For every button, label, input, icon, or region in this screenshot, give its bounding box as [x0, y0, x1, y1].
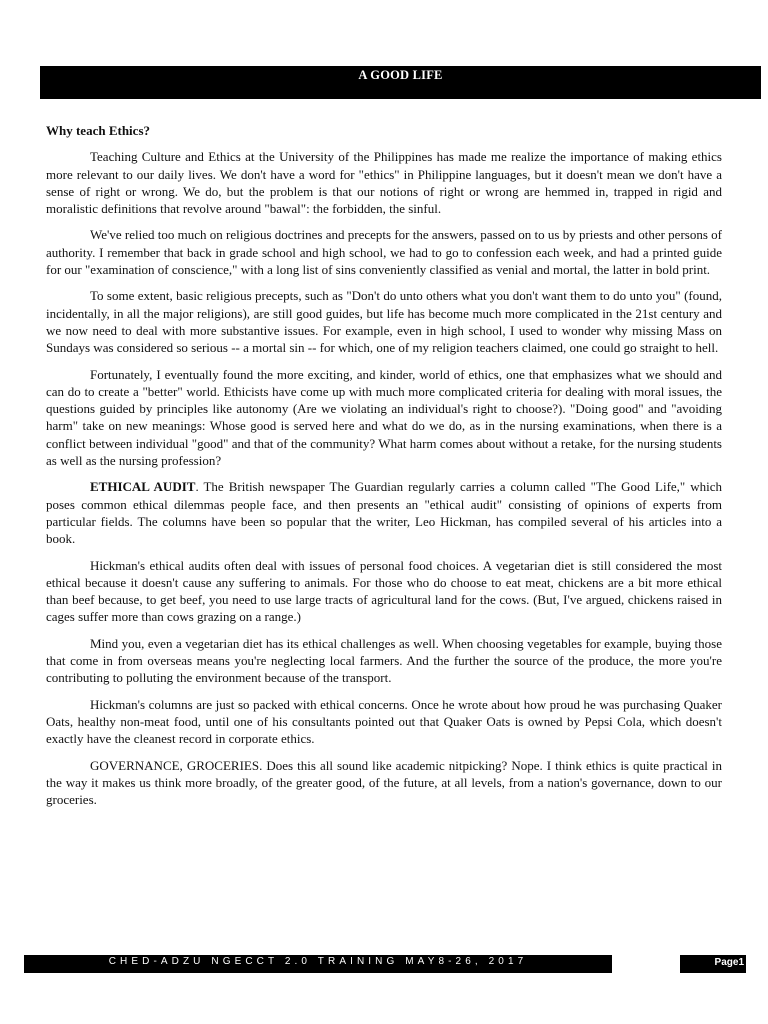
- document-body: [46, 122, 722, 817]
- page-number-box: [680, 955, 746, 973]
- paragraph-text: Hickman's ethical audits often deal with issues of personal food choices. A vegetarian diet is still considered the most ethical because it doesn't cause any suffering to animals. For those who do choose to eat meat, chickens are a bit more ethical than beef because, to get beef, you need to use large tracts of agricultural land for the cows. (But, I've argued, chickens raised in cages suffer more than cows grazing on a range.): [46, 557, 722, 625]
- paragraph: [46, 696, 722, 748]
- page-number: 1: [738, 957, 744, 968]
- paragraph: [46, 226, 722, 278]
- paragraph: [46, 148, 722, 217]
- paragraph-text: Teaching Culture and Ethics at the University of the Philippines has made me realize the importance of making ethics more relevant to our daily lives. We don't have a word for "ethics" in Philippine languages, but it doesn't mean we don't have a sense of right or wrong. We do, but the problem is that our notions of right or wrong are hemmed in, trapped in rigid and moralistic definitions that revolve around "bawal": the forbidden, the sinful.: [46, 149, 722, 217]
- paragraph: [46, 366, 722, 470]
- paragraph: [46, 635, 722, 687]
- page-label: Page: [714, 957, 739, 968]
- paragraph: [46, 757, 722, 809]
- paragraph-text: Mind you, even a vegetarian diet has its ethical challenges as well. When choosing vegetables for example, buying those that come in from overseas means you're neglecting local farmers. And the further the source of the produce, the more you're contributing to polluting the environment because of the transport.: [46, 635, 722, 686]
- footer-training-label: CHED-ADZU NGECCT 2.0 TRAINING MAY8-26, 2017: [108, 956, 528, 967]
- paragraph-text: We've relied too much on religious doctrines and precepts for the answers, passed on to us by priests and other persons of authority. I remember that back in grade school and high school, we had to go to confession each week, and had a printed guide for our "examination of conscience," with a long list of sins conveniently classified as venial and mortal, the latter in bold print.: [46, 227, 722, 278]
- paragraph-text: . The British newspaper The Guardian regularly carries a column called "The Good Life," which poses common ethical dilemmas people face, and then presents an "ethical audit" consisting of opinions of experts from particular fields. The columns have been so popular that the writer, Leo Hickman, has compiled several of his articles into a book.: [46, 479, 723, 547]
- paragraph-text: GOVERNANCE, GROCERIES. Does this all sound like academic nitpicking? Nope. I think ethics is quite practical in the way it makes us think more broadly, of the greater good, of the future, at all levels, from a nation's governance, down to our groceries.: [46, 757, 722, 808]
- paragraph: [46, 478, 722, 547]
- paragraph-lead: ETHICAL AUDIT: [90, 479, 196, 495]
- paragraph-text: To some extent, basic religious precepts, such as "Don't do unto others what you don't want them to do unto you" (found, incidentally, in all the major religions), are still good guides, but life has become much more complicated in the 21st century and we now need to deal with more substantive issues. For example, even in high school, I used to wonder why missing Mass on Sundays was considered so serious -- a mortal sin -- for which, one of my religion teachers claimed, one could go straight to hell.: [46, 288, 722, 356]
- paragraph: [46, 557, 722, 626]
- title-bar: [40, 66, 761, 99]
- section-heading: Why teach Ethics?: [46, 123, 150, 138]
- document-title: A GOOD LIFE: [358, 68, 443, 82]
- paragraph: [46, 287, 722, 356]
- paragraph-text: Fortunately, I eventually found the more exciting, and kinder, world of ethics, one that emphasizes what we should and can do to create a "better" world. Ethicists have come up with much more complicated criteria for dealing with moral issues, the questions guided by principles like autonomy (Are we violating an individual's right to choose?). "Doing good" and "avoiding harm" take on new meanings: Whose good is served here and what do we do, as in the nursing examinations, when there is a conflict between individual "good" and that of the community? What harm comes about without a retake, for the nursing students as well as the nursing profession?: [46, 366, 722, 469]
- page-indicator: [715, 957, 744, 968]
- footer-bar: [24, 955, 612, 973]
- paragraph-text: Hickman's columns are just so packed with ethical concerns. Once he wrote about how proud he was purchasing Quaker Oats, healthy non-meat food, until one of his consultants pointed out that Quaker Oats is owned by Pepsi Cola, which doesn't exactly have the cleanest record in corporate ethics.: [46, 696, 722, 747]
